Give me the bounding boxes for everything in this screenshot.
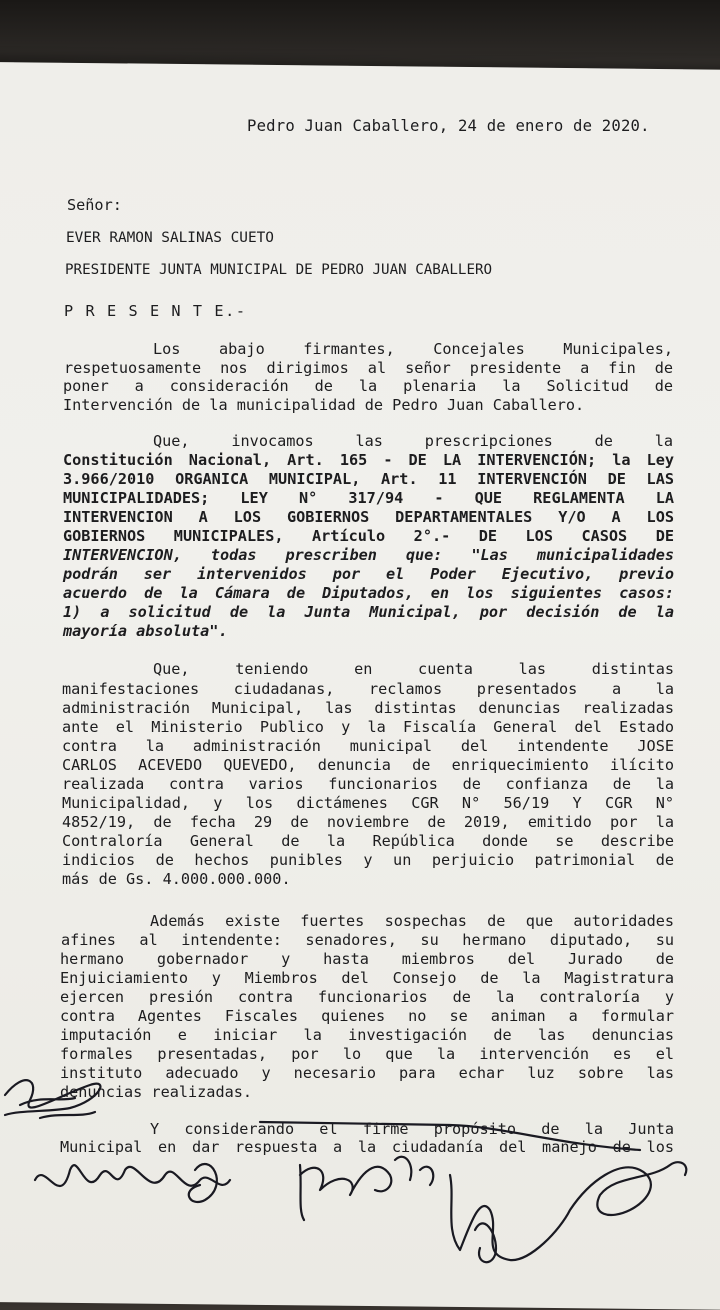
p3-line-4: ante el Ministerio Publico y la Fiscalía General del Estado: [62, 718, 674, 736]
p2-line-2-text: Constitución Nacional, Art. 165 - DE LA INTERVENCIÓN; la Ley: [63, 451, 674, 469]
p4-line-9: instituto adecuado y necesario para echar luz sobre las: [60, 1064, 674, 1082]
p4-line-7: imputación e iniciar la investigación de las denuncias: [60, 1026, 674, 1044]
p4-line-10: denuncias realizadas.: [60, 1083, 253, 1101]
p4-line-3: hermano gobernador y hasta miembros del Jurado de: [60, 950, 674, 968]
p2-line-10: 1) a solicitud de la Junta Municipal, por decisión de la: [63, 603, 674, 621]
presente: P R E S E N T E.-: [64, 302, 247, 320]
p3-line-3: administración Municipal, las distintas denuncias realizadas: [62, 699, 674, 717]
p1-line-3: poner a consideración de la plenaria la Solicitud de: [63, 377, 673, 395]
p2-line-1: Que, invocamos las prescripciones de la: [153, 432, 673, 450]
p4-line-1: Además existe fuertes sospechas de que autoridades: [150, 912, 674, 930]
p2-line-4: MUNICIPALIDADES; LEY N° 317/94 - QUE REGLAMENTA LA: [63, 489, 674, 507]
p4-line-2: afines al intendente: senadores, su hermano diputado, su: [61, 931, 674, 949]
p3-line-9: 4852/19, de fecha 29 de noviembre de 2019, emitido por la: [62, 813, 674, 831]
p3-line-8: Municipalidad, y los dictámenes CGR N° 56/19 Y CGR N°: [62, 794, 674, 812]
p1-line-2: respetuosamente nos dirigimos al señor presidente a fin de: [64, 359, 673, 377]
p3-line-5: contra la administración municipal del intendente JOSE: [62, 737, 674, 755]
p2-line-5: INTERVENCION A LOS GOBIERNOS DEPARTAMENTALES Y/O A LOS: [63, 508, 674, 526]
p2-line-7: INTERVENCION, todas prescriben que: "Las municipalidades: [63, 546, 674, 564]
p1-line-1: Los abajo firmantes, Concejales Municipales,: [153, 340, 673, 358]
p3-line-11: indicios de hechos punibles y un perjuicio patrimonial de: [62, 851, 674, 869]
p2-line-9: acuerdo de la Cámara de Diputados, en los siguientes casos:: [63, 584, 674, 602]
signature-middle: [300, 1157, 433, 1220]
p4-line-5: ejercen presión contra funcionarios de la contraloría y: [60, 988, 674, 1006]
p3-line-12: más de Gs. 4.000.000.000.: [62, 870, 291, 888]
p3-line-1: Que, teniendo en cuenta las distintas: [153, 660, 674, 678]
p2-line-8: podrán ser intervenidos por el Poder Ejecutivo, previo: [63, 565, 674, 583]
signature-right: [450, 1162, 686, 1260]
recipient-title: PRESIDENTE JUNTA MUNICIPAL DE PEDRO JUAN CABALLERO: [65, 262, 493, 278]
signature-left-bottom-loop: [189, 1164, 217, 1202]
p2-line-11: mayoría absoluta".: [63, 622, 228, 640]
p2-line-3: 3.966/2010 ORGANICA MUNICIPAL, Art. 11 INTERVENCIÓN DE LAS: [63, 470, 674, 488]
p5-line-2: Municipal en dar respuesta a la ciudadanía del manejo de los: [60, 1138, 674, 1156]
p4-line-6: contra Agentes Fiscales quienes no se animan a formular: [60, 1007, 674, 1025]
date-line: Pedro Juan Caballero, 24 de enero de 2020.: [247, 117, 650, 135]
signature-left-bottom: [35, 1165, 230, 1186]
p3-line-7: realizada contra varios funcionarios de confianza de la: [62, 775, 674, 793]
p3-line-10: Contraloría General de la República donde se describe: [62, 832, 674, 850]
signature-left-top: [5, 1080, 100, 1115]
p3-line-6: CARLOS ACEVEDO QUEVEDO, denuncia de enriquecimiento ilícito: [62, 756, 674, 774]
p1-line-4: Intervención de la municipalidad de Pedro Juan Caballero.: [63, 396, 585, 414]
salutation: Señor:: [67, 196, 122, 214]
p5-line-1: Y considerando el firme propósito de la Junta: [150, 1120, 674, 1138]
p4-line-8: formales presentadas, por lo que la intervención es el: [60, 1045, 674, 1063]
signature-underline-middle: [260, 1122, 640, 1150]
recipient-name: EVER RAMON SALINAS CUETO: [66, 230, 274, 246]
p2-line-6: GOBIERNOS MUNICIPALES, Artículo 2°.- DE LOS CASOS DE: [63, 527, 674, 545]
p3-line-2: manifestaciones ciudadanas, reclamos presentados a la: [62, 680, 674, 698]
p4-line-4: Enjuiciamiento y Miembros del Consejo de la Magistratura: [60, 969, 674, 987]
